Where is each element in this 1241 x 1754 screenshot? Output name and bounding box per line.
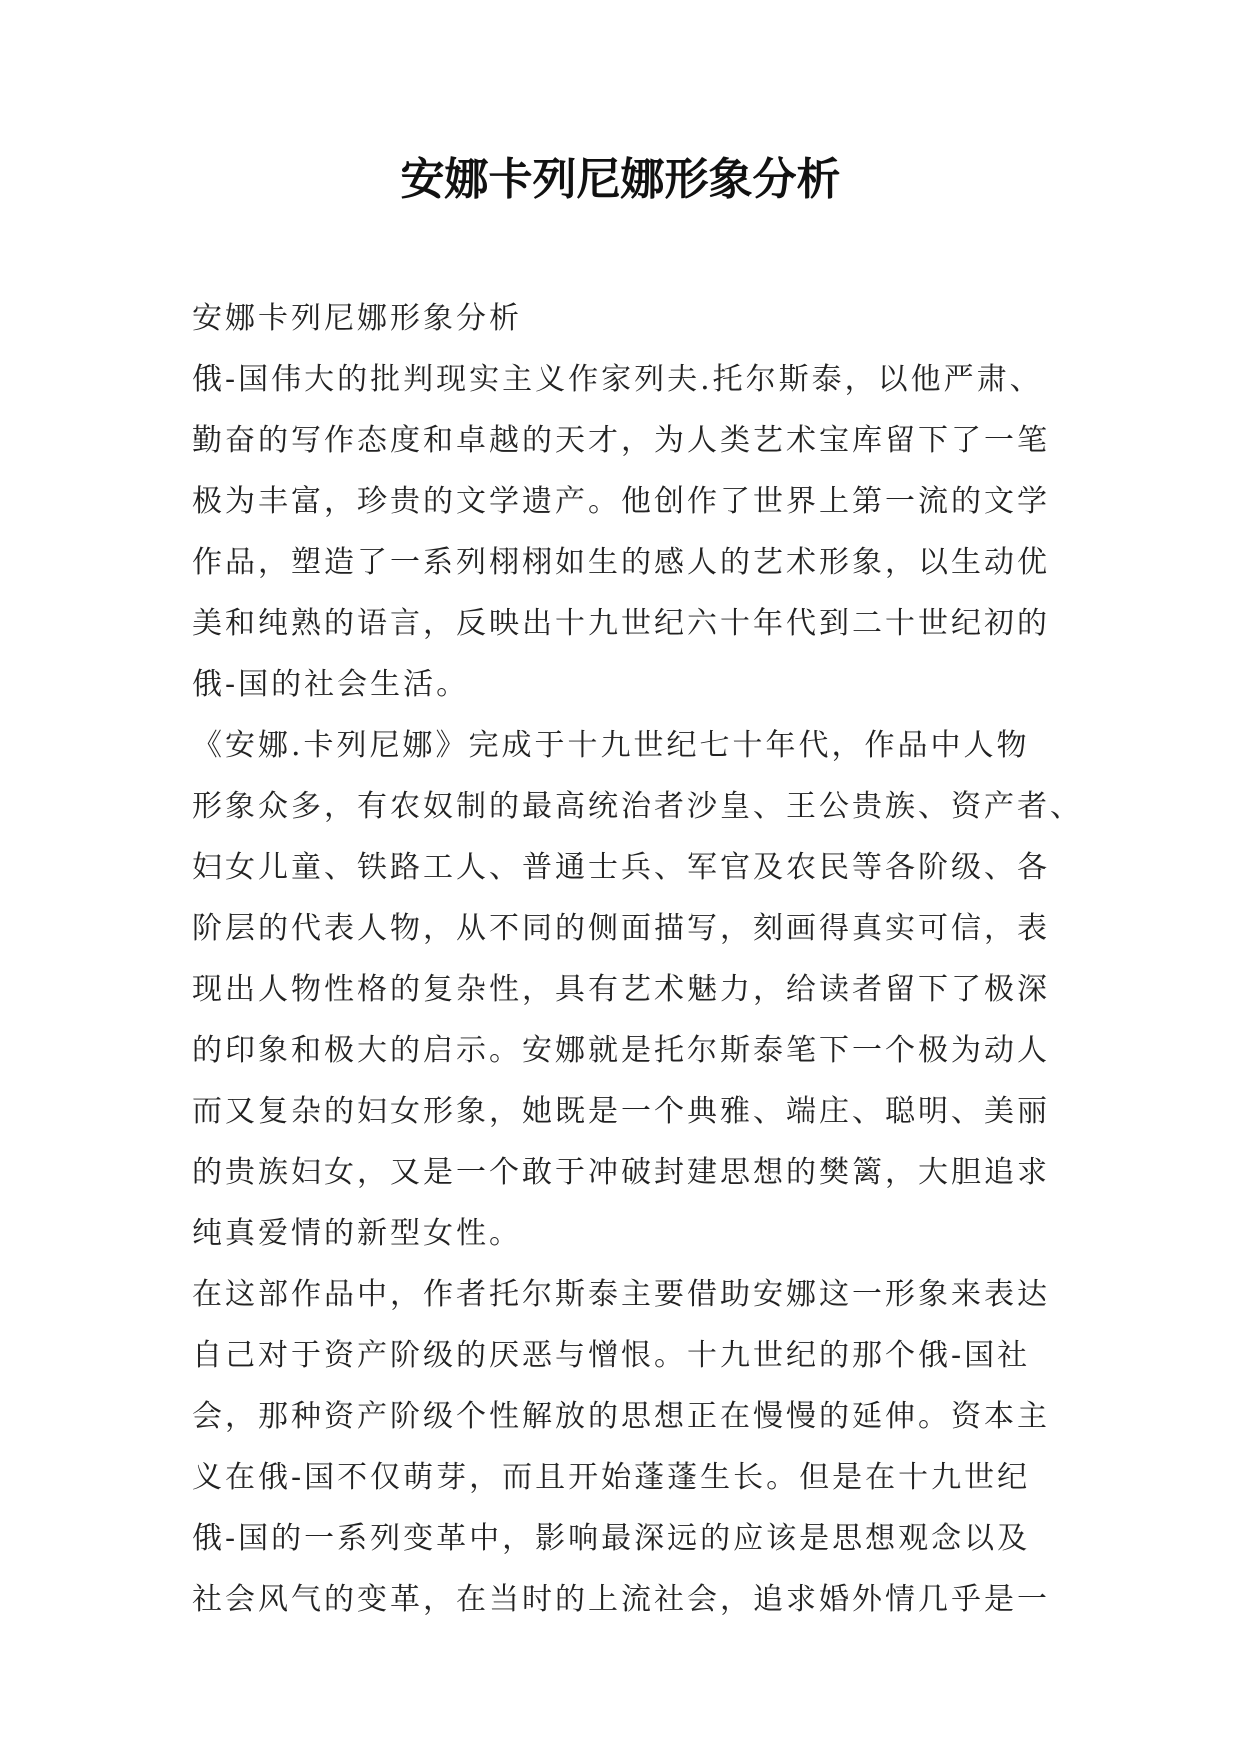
document-body xyxy=(192,288,1083,1630)
document-title: 安娜卡列尼娜形象分析 xyxy=(400,154,841,205)
text-line: 而又复杂的妇女形象，她既是一个典雅、端庄、聪明、美丽 xyxy=(192,1094,1050,1129)
text-line: 的贵族妇女，又是一个敢于冲破封建思想的樊篱，大胆追求 xyxy=(192,1155,1050,1190)
text-line: 阶层的代表人物，从不同的侧面描写，刻画得真实可信，表 xyxy=(192,911,1050,946)
text-line: 现出人物性格的复杂性，具有艺术魅力，给读者留下了极深 xyxy=(192,972,1050,1007)
text-line: 勤奋的写作态度和卓越的天才，为人类艺术宝库留下了一笔 xyxy=(192,423,1050,458)
text-line: 美和纯熟的语言，反映出十九世纪六十年代到二十世纪初的 xyxy=(192,606,1050,641)
text-line: 的印象和极大的启示。安娜就是托尔斯泰笔下一个极为动人 xyxy=(192,1033,1050,1068)
text-line: 极为丰富，珍贵的文学遗产。他创作了世界上第一流的文学 xyxy=(192,484,1050,519)
text-line: 纯真爱情的新型女性。 xyxy=(192,1216,522,1251)
text-line: 社会风气的变革，在当时的上流社会，追求婚外情几乎是一 xyxy=(192,1582,1050,1617)
text-line: 会，那种资产阶级个性解放的思想正在慢慢的延伸。资本主 xyxy=(192,1399,1050,1434)
text-line: 形象众多，有农奴制的最高统治者沙皇、王公贵族、资产者、 xyxy=(192,789,1083,824)
text-line: 安娜卡列尼娜形象分析 xyxy=(192,301,522,336)
text-line: 自己对于资产阶级的厌恶与憎恨。十九世纪的那个俄-国社 xyxy=(192,1338,1031,1373)
text-line: 作品，塑造了一系列栩栩如生的感人的艺术形象，以生动优 xyxy=(192,545,1050,580)
text-line: 《安娜.卡列尼娜》完成于十九世纪七十年代，作品中人物 xyxy=(192,728,1030,763)
text-line: 妇女儿童、铁路工人、普通士兵、军官及农民等各阶级、各 xyxy=(192,850,1050,885)
text-line: 俄-国伟大的批判现实主义作家列夫.托尔斯泰，以他严肃、 xyxy=(192,362,1043,397)
text-line: 俄-国的一系列变革中，影响最深远的应该是思想观念以及 xyxy=(192,1521,1031,1556)
text-line: 在这部作品中，作者托尔斯泰主要借助安娜这一形象来表达 xyxy=(192,1277,1050,1312)
text-line: 义在俄-国不仅萌芽，而且开始蓬蓬生长。但是在十九世纪 xyxy=(192,1460,1031,1495)
text-line: 俄-国的社会生活。 xyxy=(192,667,470,702)
